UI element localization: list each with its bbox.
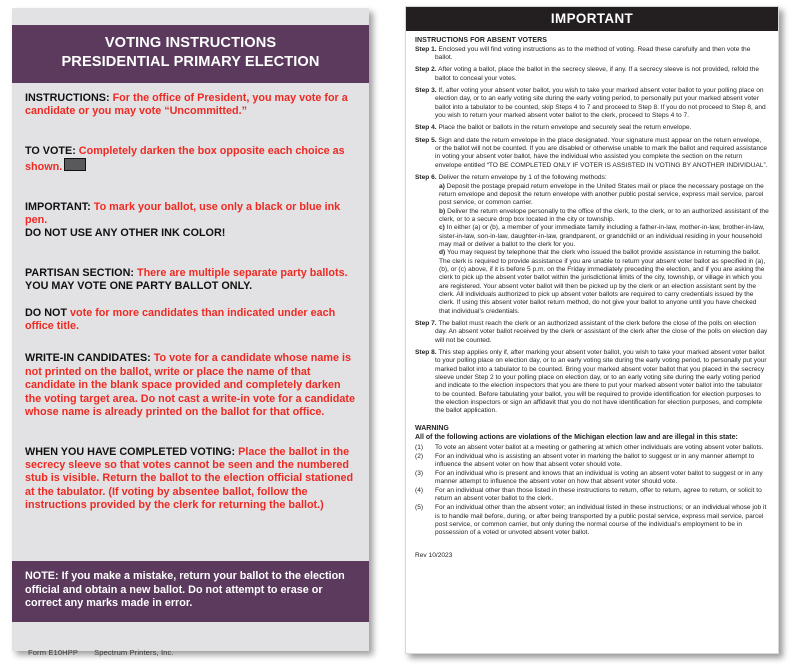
step-text: After voting a ballot, place the ballot in the secrecy sleeve, if any. If a secrecy sleeve is not provided, refold the ballot to conceal your votes. (435, 66, 760, 82)
important-label: IMPORTANT: (25, 200, 91, 213)
step-label: Step 5. (415, 136, 437, 144)
warning-item-text: For an individual who is assisting an absent voter in marking the ballot to suggest or in any manner attempt to influence the absent voter on how that absent voter should vote. (435, 452, 755, 468)
step-text: Sign and date the return envelope in the place designated. Your signature must appear on the return envelope, or the ballot will not be counted. If you are disabled or otherwise unable to mark the ballot and required assistance in voting your absent voter ballot, have the individual who assisted you complete the section on the return envelope entitled “TO BE COMPLETED ONLY IF VOTER IS ASSISTED IN VOTING BY ANOTHER INDIVIDUAL”. (435, 136, 768, 169)
partisan-label: PARTISAN SECTION: (25, 266, 134, 279)
spacer (25, 426, 357, 446)
to-vote-paragraph (25, 145, 357, 175)
note-paragraph (25, 570, 356, 611)
warning-subtitle: All of the following actions are violations of the Michigan election law and are illegal in this state: (415, 434, 738, 442)
spacer (25, 181, 357, 201)
important-text-black: DO NOT USE ANY OTHER INK COLOR! (25, 227, 226, 240)
step-item (415, 137, 769, 170)
important-text: To mark your ballot, use only a black or blue ink pen. (25, 200, 341, 227)
completed-voting-text: Place the ballot in the secrecy sleeve so that votes cannot be seen and the numbered stub is visible. Return the ballot to the election official stationed at the tabulator. (If voting by absentee ballot, follow the instructions provided by the clerk for returning the ballot.) (25, 445, 354, 512)
spacer (25, 300, 357, 307)
warning-item (415, 470, 769, 487)
substep-label: d) (439, 249, 446, 257)
step-text: Enclosed you will find voting instructions as to the method of voting. Read these carefully and then vote the ballot. (435, 45, 751, 62)
substep-label: c) (439, 224, 445, 232)
warning-item-number: (3) (415, 469, 424, 477)
warning-item-number: (2) (415, 452, 424, 460)
completed-voting-label: WHEN YOU HAVE COMPLETED VOTING: (25, 445, 236, 458)
substep-label: a) (439, 182, 445, 190)
step-item (415, 320, 769, 345)
substep-text: You may request by telephone that the clerk who issued the ballot provide assistance in returning the ballot. The clerk is required to provide assistance if you are unable to return your absent voter ballot as specified in (a), (b), or (c) above, if it is before 5 p.m. on the Friday immediately preceding the election, and if you are asking the clerk to pick up the absent voter ballot within the jurisdictional limits of the city, township, or village in which you are registered. Your absent voter ballot will then be picked up by the clerk or an election assistant sent by the clerk. All individuals authorized to pick up absent voter ballots are required to carry credentials issued by the clerk. If using this absent voter ballot return method, do not give your ballot to anyone until you have checked that individual’s credentials. (439, 249, 766, 315)
write-in-paragraph (25, 352, 357, 419)
instructions-label: INSTRUCTIONS: (25, 92, 110, 104)
printer-name: Spectrum Printers, Inc. (94, 648, 174, 657)
step6-subitem (415, 208, 769, 225)
step6-subitem (415, 249, 769, 316)
absent-voter-instructions-card (405, 6, 779, 654)
instructions-text: For the office of President, you may vote for a candidate or you may vote “Uncommitted.” (25, 92, 348, 118)
form-code: Form E10HPP (28, 648, 79, 657)
step-item (415, 66, 769, 83)
step-label: Step 8. (415, 349, 437, 357)
step-text: This step applies only if, after marking your absent voter ballot, you wish to take your marked absent voter ballot to your polling place on election day, or to an early voting site during the early voting period, to personally put your marked ballot into a tabulator to be counted. Bring your marked absent voter ballot that you placed in the secrecy sleeve under Step 2 to your polling place on election day, or to an early voting site during the early voting period and indicate to the election inspectors that you are there to put your marked absent voter ballot into the tabulator to be counted. Before tabulating your ballot, you will be required to provide identification for election purposes to the election inspectors or sign an affidavit that you do not have identification for election purposes, and complete the ballot application. (435, 349, 767, 415)
warning-item-number: (4) (415, 487, 424, 495)
card-footer (12, 626, 174, 657)
card-top-strip (12, 8, 369, 25)
step-item (415, 174, 769, 182)
to-vote-label: TO VOTE: (25, 144, 76, 157)
card-title-band (12, 25, 369, 83)
step-label: Step 2. (415, 66, 437, 74)
write-in-text: To vote for a candidate whose name is not printed on the ballot, write or place the name of that candidate in the blank space provided and completely darken the voting target area. Do not cast a write-in vote for a candidate whose name is already printed on the ballot for that office. (25, 352, 355, 419)
partisan-text-black: YOU MAY VOTE ONE PARTY BALLOT ONLY. (25, 280, 253, 293)
step-label: Step 3. (415, 87, 437, 95)
instructions-paragraph (25, 92, 357, 119)
spacer (25, 247, 357, 267)
note-band (12, 561, 369, 622)
voting-instructions-card (12, 8, 369, 657)
substep-text: Deposit the postage prepaid return envelope in the United States mail or place the necessary postage on the return envelope and deposit the return envelope with another public postal service, express mail service, parcel post service, or common carrier. (439, 182, 764, 207)
note-text: If you make a mistake, return your ballot to the election official and obtain a new ballot. Do not attempt to erase or correct any marks made in error. (25, 570, 345, 610)
step-item (415, 46, 769, 63)
absent-voter-body (406, 31, 778, 559)
warning-item-text: For an individual who is present and knows that an individual is voting an absent voter ballot to suggest or in any manner attempt to influence the absent voter on how that absent voter should vote. (435, 469, 763, 486)
write-in-label: WRITE-IN CANDIDATES: (25, 352, 151, 365)
note-label: NOTE: (25, 570, 59, 582)
card-title-line-1: VOTING INSTRUCTIONS (104, 35, 277, 51)
step-text: Place the ballot or ballots in the return envelope and securely seal the return envelope. (436, 124, 692, 132)
step6-subitem (415, 224, 769, 249)
partisan-text: There are multiple separate party ballots. (133, 266, 348, 279)
do-not-text: vote for more candidates than indicated under each office title. (25, 306, 336, 333)
warning-item (415, 453, 769, 470)
revision-line: Rev 10/2023 (415, 551, 453, 559)
warning-item-number: (1) (415, 443, 424, 451)
step-text: Deliver the return envelope by 1 of the following methods: (436, 174, 607, 182)
to-vote-text: Completely darken the box opposite each choice as shown. (25, 144, 345, 174)
card-body (12, 83, 369, 513)
step-item (415, 124, 769, 132)
step-text: If, after voting your absent voter ballot, you wish to take your marked absent voter ballot to your polling place on election day, or to an early voting site during the early voting period, to personally put your marked absent voter ballot into a tabulator to be counted, skip Steps 4 to 7 and proceed to Step 8. If you do not proceed to Step 8, and you wish to return your marked absent voter ballot to the clerk, proceed to Steps 4 to 7. (435, 87, 766, 120)
warning-item-text: For an individual other than the absent voter; an individual listed in these instructions; or an individual whose job it is to handle mail before, during, or after being transported by a public postal service, express mail service, parcel post service, or common carrier, but only during the normal course of the individual’s employment to be in possession of a voted or unvoted absent voter ballot. (435, 504, 767, 537)
step-label: Step 4. (415, 124, 437, 132)
absent-voter-heading: INSTRUCTIONS FOR ABSENT VOTERS (415, 37, 547, 44)
do-not-paragraph (25, 307, 357, 334)
step-item (415, 87, 769, 120)
substep-label: b) (439, 207, 446, 215)
completed-voting-paragraph (25, 446, 357, 513)
step-label: Step 6. (415, 174, 437, 182)
step-text: The ballot must reach the clerk or an authorized assistant of the clerk before the close of the polls on election day. An absent voter ballot received by the clerk or assistant of the clerk after the close of the polls on election day will not be counted. (435, 320, 768, 344)
step-label: Step 1. (415, 45, 437, 53)
step6-subitem (415, 183, 769, 208)
warning-item-number: (5) (415, 504, 424, 512)
warning-item-text: For an individual other than those listed in these instructions to return, offer to return, agree to return, or solicit to return an absent voter ballot to the clerk. (435, 487, 762, 503)
substep-text: Deliver the return envelope personally to the office of the clerk, to the clerk, or to an authorized assistant of the clerk, or to a secure drop box located in the city or township. (439, 207, 769, 223)
spacer (25, 339, 357, 352)
substep-text: In either (a) or (b), a member of your immediate family including a father-in-law, mother-in-law, brother-in-law, sister-in-law, son-in-law, daughter-in-law, grandparent, or grandchild or an individual residing in your household may mail or deliver a ballot to the clerk for you. (439, 224, 765, 248)
warning-item-text: To vote an absent voter ballot at a meeting or gathering at which other individuals are voting absent voter ballots. (435, 443, 764, 451)
warning-item (415, 487, 769, 504)
filled-target-box-icon (64, 158, 86, 171)
card-title-line-2: PRESIDENTIAL PRIMARY ELECTION (61, 54, 320, 70)
step-item (415, 349, 769, 416)
step-label: Step 7. (415, 320, 437, 328)
important-banner: IMPORTANT (406, 7, 778, 31)
important-paragraph (25, 201, 357, 241)
warning-title: WARNING (415, 424, 449, 432)
do-not-label: DO NOT (25, 306, 67, 319)
partisan-paragraph (25, 267, 357, 294)
warning-item (415, 444, 769, 452)
spacer (25, 125, 357, 145)
warning-item (415, 504, 769, 537)
